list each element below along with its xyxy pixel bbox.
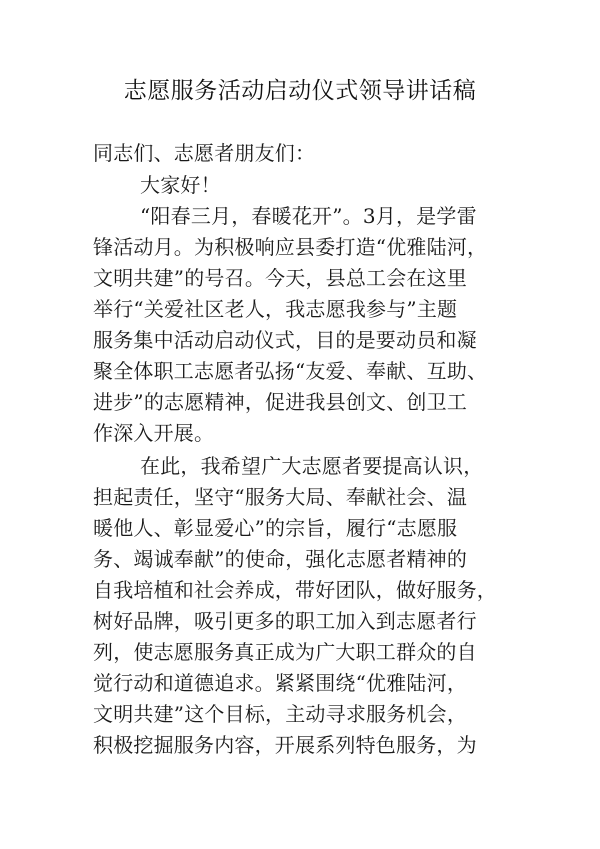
body-line: 文明共建”这个目标，主动寻求服务机会， [93, 702, 468, 726]
document-title: 志愿服务活动启动仪式领导讲话稿 [123, 78, 477, 104]
body-line: 觉行动和道德追求。紧紧围绕“优雅陆河， [93, 671, 468, 695]
body-line: 举行“关爱社区老人，我志愿我参与”主题 [93, 297, 458, 321]
body-line: 大家好！ [140, 173, 221, 197]
body-line: 担起责任，坚守“服务大局、奉献社会、温 [93, 485, 468, 509]
body-line: 聚全体职工志愿者弘扬“友爱、奉献、互助、 [93, 359, 488, 383]
body-line: 列，使志愿服务真正成为广大职工群众的自 [93, 640, 477, 664]
body-line: 文明共建”的号召。今天，县总工会在这里 [93, 266, 468, 290]
body-line: 务、竭诚奉献”的使命，强化志愿者精神的 [93, 547, 468, 571]
body-line: 锋活动月。为积极响应县委打造“优雅陆河， [93, 235, 488, 259]
body-line: 自我培植和社会养成，带好团队，做好服务， [93, 578, 497, 602]
body-line: 服务集中活动启动仪式，目的是要动员和凝 [93, 328, 477, 352]
body-line: “阳春三月，春暖花开”。3月，是学雷 [140, 204, 477, 228]
body-line: 暖他人、彰显爱心”的宗旨，履行“志愿服 [93, 516, 458, 540]
body-line: 作深入开展。 [93, 421, 215, 445]
body-line: 积极挖掘服务内容，开展系列特色服务，为 [93, 733, 477, 757]
body-line: 进步”的志愿精神，促进我县创文、创卫工 [93, 390, 468, 414]
salutation: 同志们、志愿者朋友们： [93, 141, 316, 165]
body-line: 在此，我希望广大志愿者要提高认识， [140, 454, 484, 478]
body-line: 树好品牌，吸引更多的职工加入到志愿者行 [93, 609, 477, 633]
